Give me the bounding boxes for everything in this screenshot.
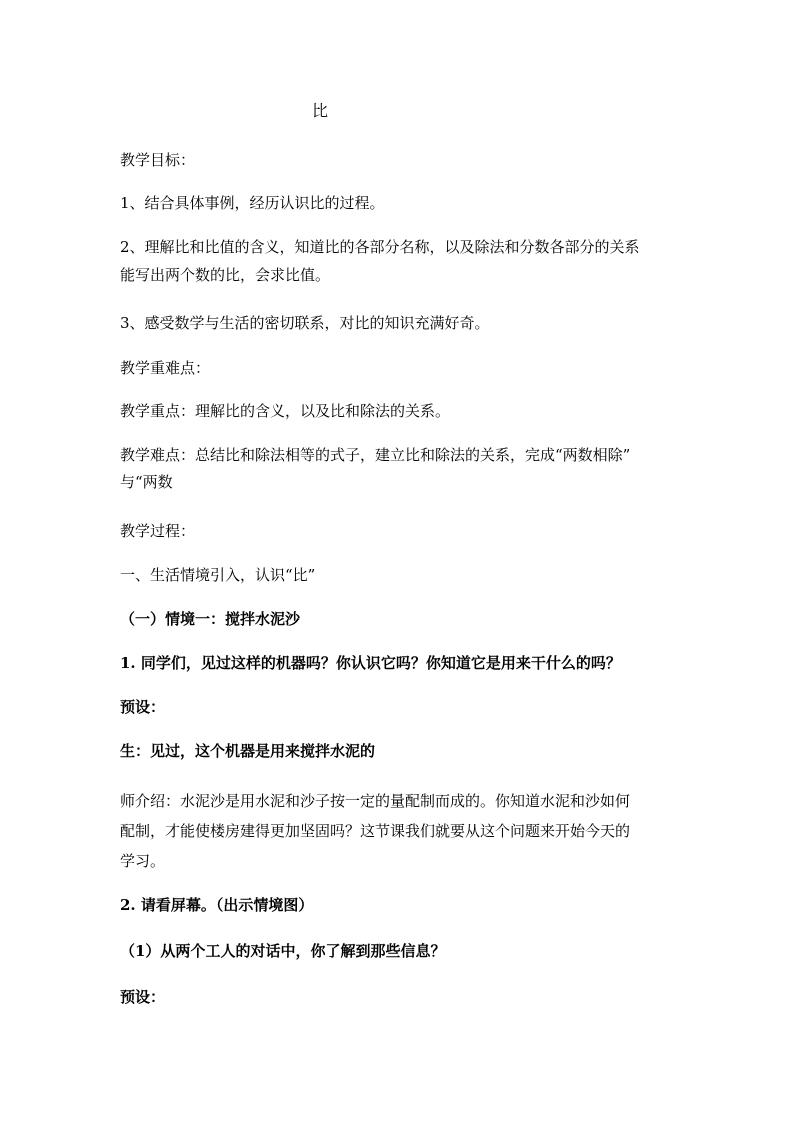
teacher-intro-end: 学习。 xyxy=(120,852,166,870)
goal-2: 2、理解比和比值的含义，知道比的各部分名称，以及除法和分数各部分的关系 xyxy=(120,238,640,256)
sub-question-1: （1）从两个工人的对话中，你了解到那些信息？ xyxy=(120,942,446,960)
section-1-heading: 一、生活情境引入，认识“比” xyxy=(120,566,316,584)
goal-2-continued: 能写出两个数的比，会求比值。 xyxy=(120,266,331,284)
heading-key-points: 教学重难点： xyxy=(120,359,211,377)
teacher-intro: 师介绍：水泥沙是用水泥和沙子按一定的量配制而成的。你知道水泥和沙如何 xyxy=(120,792,631,810)
heading-teaching-process: 教学过程： xyxy=(120,522,196,540)
goal-1: 1、结合具体事例，经历认识比的过程。 xyxy=(120,194,385,212)
difficult-point-continued: 与“两数 xyxy=(120,473,173,491)
key-point: 教学重点：理解比的含义，以及比和除法的关系。 xyxy=(120,402,451,420)
question-2: 2. 请看屏幕。（出示情境图） xyxy=(120,896,314,914)
difficult-point: 教学难点：总结比和除法相等的式子，建立比和除法的关系，完成“两数相除” xyxy=(120,446,631,464)
question-1: 1. 同学们，见过这样的机器吗？你认识它吗？你知道它是用来干什么的吗？ xyxy=(120,654,621,672)
preset-label-1: 预设： xyxy=(120,698,166,716)
scenario-1-heading: （一）情境一：搅拌水泥沙 xyxy=(120,610,301,628)
heading-teaching-goals: 教学目标： xyxy=(120,151,196,169)
preset-label-2: 预设： xyxy=(120,988,166,1006)
student-answer: 生：见过，这个机器是用来搅拌水泥的 xyxy=(120,742,376,760)
goal-3: 3、感受数学与生活的密切联系，对比的知识充满好奇。 xyxy=(120,314,490,332)
teacher-intro-continued: 配制，才能使楼房建得更加坚固吗？这节课我们就要从这个问题来开始今天的 xyxy=(120,822,631,840)
page-title: 比 xyxy=(312,101,329,120)
